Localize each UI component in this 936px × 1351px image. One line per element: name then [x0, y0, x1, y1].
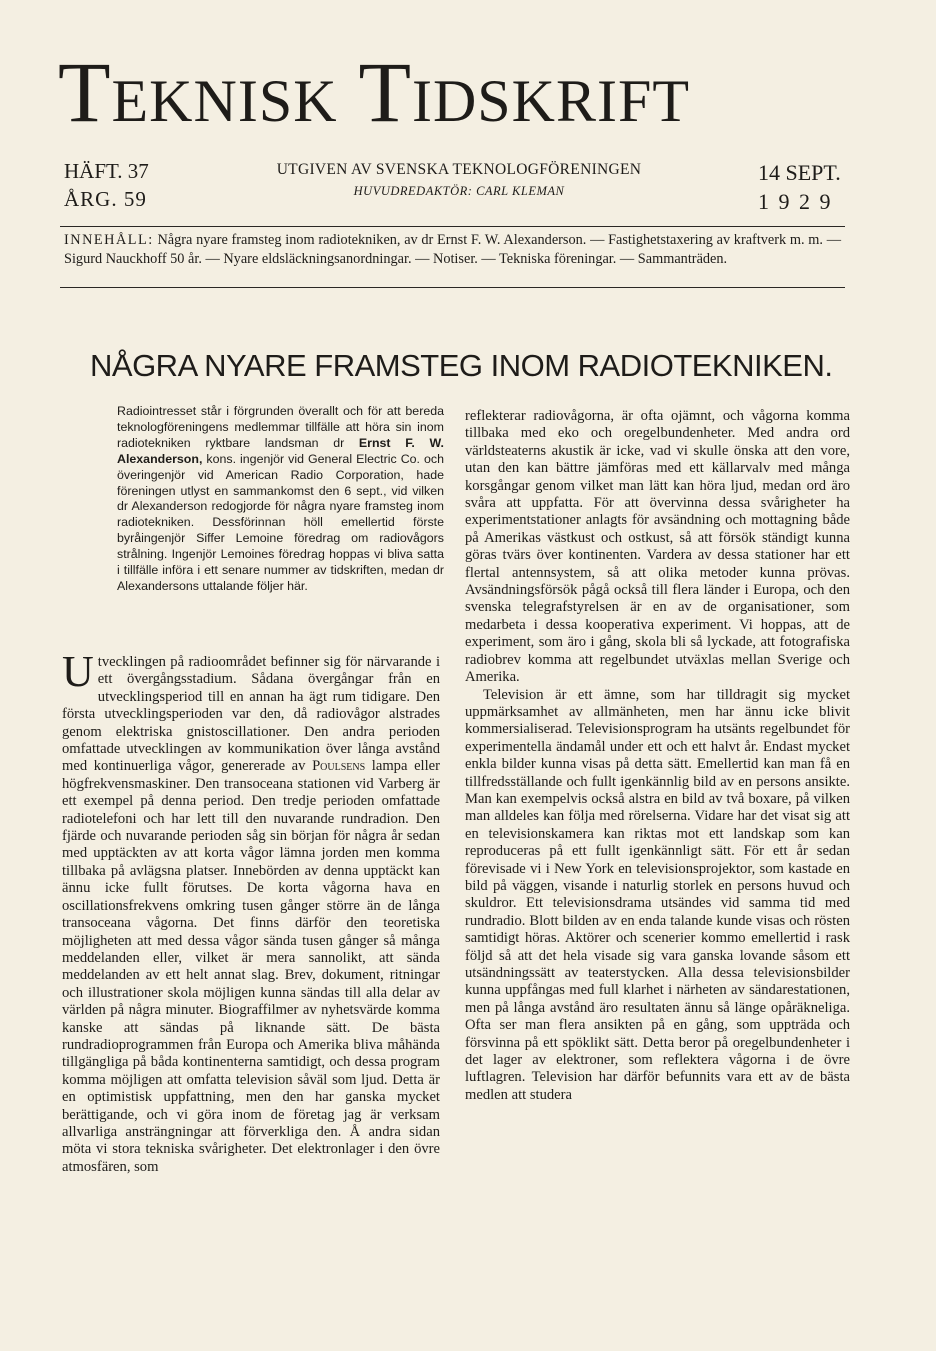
paragraph: Television är ett ämne, som har tilldragit sig mycket uppmärksamhet av allmänheten, men har ännu icke blivit kommersialiserad. Televisionsprogram ha utsänts regelbundet för experimentella ändamål under ett och ett halvt år. Endast mycket enkla bilder kunna visas på detta sätt. Emellertid kan man få en tillfredsställande och fullt igenkännlig bild av en persons ansikte. Man kan exempelvis också alstra en bild av två boxare, på vilken man alldeles kan följa med rörelserna. Vidare har det visat sig att en televisionskamera kan riktas mot ett landskap som kan reproduceras på ett fullt igenkännligt sätt. För ett år sedan förevisade vi i New York en televisionsprojektor, som kastade en bild på väggen, visande i naturlig storlek en persons huvud och skuldror. Ett televisionsdrama utsändes vid samma tid med rundradio. Blott bilden av en enda talande kunde visas och rösten samtidigt höras. Aktörer och scenerier kommo emellertid i rask följd så att det hela visade sig vara ganska lovande såsom ett utsändningssätt av teaterstycken. Alla dessa televisionsbilder kunna uppfångas med full klarhet i närheten av sändarestationen, men på långa avstånd äro resultaten ännu så länge opåräkneliga. Ofta ser man flera ansikten på en gång, som uppträda och försvinna på ett spöklikt sätt. Detta beror på oregelbundenheter i det lager av elektroner, som reflektera vågorna i de övre luftlagren. Television har därför befunnits vara ett av de bästa medlen att studera	[465, 686, 850, 1103]
drop-cap: U	[62, 647, 94, 696]
paragraph-text-b: lampa eller högfrekvensmaskiner. Den transoceana stationen vid Varberg är ett exempel på denna period. Den tredje perioden omfattade radiotelefoni och har lett till den nuvarande rundradion. Den fjärde och nuvarande perioden såg sin början för några år sedan med upptäckten av att korta vågor lämna jorden men komma tillbaka på avlägsna platser. Innebörden av denna upptäckt kan ännu icke fullt förutses. De korta vågorna hava en oscillationsfrekvens omkring tusen gånger större än de långa transoceana vågorna. Det finns därför den teoretiska möjligheten att med dessa vågor sända tusen gånger så många meddelanden eller, vilket är mera sannolikt, att sända meddelanden av ett helt annat slag. Brev, dokument, ritningar och illustrationer skola möjligen kunna sändas till alla delar av världen på några minuter. Biograffilmer av nyhetsvärde komma kanske att sändas på liknande sätt. De bästa rundradioprogrammen från Europa och Amerika bliva måhända tillgängliga på båda kontinenterna samtidigt, och dessa program komma möjligen att omfatta television såväl som ljud. Detta är en optimistisk uppfattning, men den har ganska mycket berättigande, och vi göra inom de företag jag är verksam allvarliga ansträngningar att förverkliga den. Å andra sidan möta vi stora tekniska svårigheter. Det elektronlager i den övre atmosfären, som	[62, 758, 440, 1175]
contents-label: INNEHÅLL:	[64, 232, 154, 248]
intro-text-b: kons. ingenjör vid General Electric Co. och överingenjör vid American Radio Corporation, hade föreningen utlyst en sammankomst den 6 sept., vid vilken dr Alexanderson redogjorde för några nyare framsteg inom radiotekniken. Dessförinnan höll emellertid förste byråingenjör Siffer Lemoine föredrag om radiovågors strålning. Ingenjör Lemoines föredrag hoppas vi bliva satta i tillfälle införa i ett senare nummer av tidskriften, medan dr Alexandersons uttalande följer här.	[117, 451, 444, 593]
issue-number: HÄFT. 37	[64, 159, 149, 183]
article-title: NÅGRA NYARE FRAMSTEG INOM RADIOTEKNIKEN.	[90, 348, 833, 383]
issue-date: 14 SEPT.	[758, 160, 841, 185]
contents-box	[60, 226, 845, 288]
publisher-block	[244, 161, 674, 199]
masthead-title: Teknisk Tidskrift	[58, 44, 691, 140]
volume-number: ÅRG. 59	[64, 187, 147, 211]
author-name: Ernst F. W. Alexanderson,	[117, 435, 444, 466]
name-small-caps: Poulsens	[312, 758, 366, 775]
editor: HUVUDREDAKTÖR: CARL KLEMAN	[353, 184, 565, 198]
contents-text: Några nyare framsteg inom radiotekniken, av dr Ernst F. W. Alexanderson. — Fastighetstaxering av kraftverk m. m. — Sigurd Nauckhoff 50 år. — Nyare eldsläckningsanordningar. — Notiser. — Tekniska föreningar. — Sammanträden.	[64, 232, 841, 267]
publisher: UTGIVEN AV SVENSKA TEKNOLOGFÖRENINGEN	[276, 161, 642, 178]
body-column-right	[465, 408, 850, 1104]
paragraph	[62, 647, 440, 1176]
issue-year: 1 9 2 9	[758, 189, 833, 214]
intro-text-a: Radiointresset står i förgrunden överallt och för att bereda teknologföreningens medlemmar tillfälle att höra sin inom radiotekniken ryktbare landsman dr	[117, 404, 444, 450]
paragraph-text-a: tvecklingen på radioområdet befinner sig för närvarande i ett övergångsstadium. Sådana övergångar från en utvecklingsperiod till en annan ha ägt rum tidigare. Den första utvecklingsperioden var den, då radiovågor alstrades genom elektriska gnistoscillationer. Den andra perioden omfattade utvecklingen av kommunikation över långa avstånd med kontinuerliga vågor, genererade av	[62, 654, 440, 775]
article-intro	[117, 404, 444, 595]
body-column-left	[62, 647, 440, 1176]
paragraph: reflekterar radiovågorna, är ofta ojämnt, och vågorna komma tillbaka med eko och oregelbundenheter. Med andra ord världsteaterns akustik är icke, vad vi skulle önska att den vore, utan den kan bättre jämföras med ett källarvalv med många korsgångar genom vilket man lätt kan höra ljud, medan ord äro svåra att uppfatta. För att övervinna dessa svårigheter ha experimentstationer anlagts för avsändning och mottagning både på Amerikas västkust och ostkust, så att försök ständigt kunna göras tvärs över kontinenten. Vardera av dessa stationer har ett flertal antennsystem, så att olika metoder kunna prövas. Avsändningsförsök pågå också till flera länder i Europa, och den svenska telegrafstyrelsen är en av de organisationer, som medarbeta i dessa kooperativa experiment. Vi hoppas, att de experiment, som äro i gång, skola bli så lyckade, att fotografiska radiobrev komma att regelbundet utväxlas mellan Sverige och Amerika.	[465, 408, 850, 686]
